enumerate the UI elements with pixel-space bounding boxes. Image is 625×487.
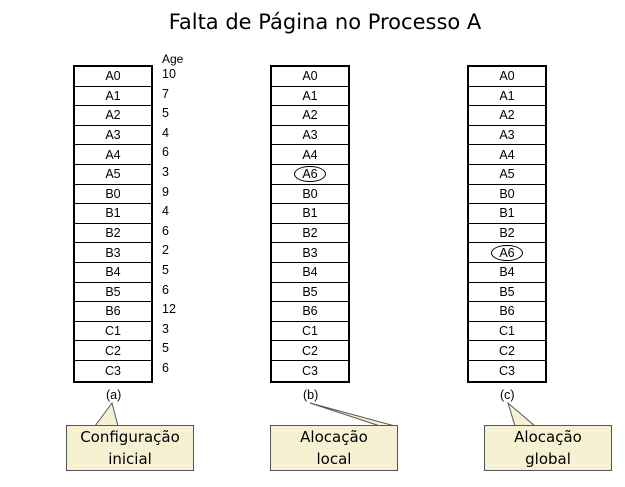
page-label: C2 bbox=[302, 343, 318, 358]
page-label: A3 bbox=[105, 128, 121, 143]
page-label: A4 bbox=[105, 147, 121, 162]
callout-pointer-c bbox=[508, 403, 535, 426]
page-label: A1 bbox=[302, 88, 318, 103]
age-value: 4 bbox=[162, 125, 169, 140]
page-label: A4 bbox=[499, 147, 515, 162]
page-label: B5 bbox=[105, 284, 121, 299]
page-label: C3 bbox=[499, 363, 515, 378]
page-label: B1 bbox=[302, 206, 318, 221]
callout-local-line2: local bbox=[316, 450, 352, 468]
page-label: A2 bbox=[499, 108, 515, 123]
page-label: A5 bbox=[499, 167, 515, 182]
diagram-title: Falta de Página no Processo A bbox=[168, 10, 482, 34]
new-page-circled: A6 bbox=[294, 166, 325, 182]
page-label: A1 bbox=[105, 88, 121, 103]
page-label: B4 bbox=[499, 265, 515, 280]
age-value: 5 bbox=[162, 341, 169, 356]
page-label: B6 bbox=[499, 304, 515, 319]
page-label: B0 bbox=[499, 186, 515, 201]
page-label: B5 bbox=[302, 284, 318, 299]
page-label: C3 bbox=[105, 363, 121, 378]
callout-local-line1: Alocação bbox=[300, 428, 368, 446]
age-value: 3 bbox=[162, 321, 169, 336]
page-label: A2 bbox=[302, 108, 318, 123]
age-value: 6 bbox=[162, 223, 169, 238]
age-header: Age bbox=[162, 52, 184, 66]
panel-label-c: (c) bbox=[500, 388, 515, 402]
callout-initial-line2: inicial bbox=[108, 450, 152, 468]
page-label: A3 bbox=[499, 128, 515, 143]
page-label: B1 bbox=[105, 206, 121, 221]
page-label: A3 bbox=[302, 128, 318, 143]
page-label: C2 bbox=[499, 343, 515, 358]
page-label: C3 bbox=[302, 363, 318, 378]
callout-global-line2: global bbox=[525, 450, 571, 468]
panel-label-a: (a) bbox=[106, 388, 122, 402]
age-value: 12 bbox=[162, 302, 176, 317]
panel-label-b: (b) bbox=[303, 388, 319, 402]
page-label: B4 bbox=[302, 265, 318, 280]
page-label: A0 bbox=[499, 69, 515, 84]
page-label: B0 bbox=[302, 186, 318, 201]
page-label: B6 bbox=[302, 304, 318, 319]
page-label: B2 bbox=[499, 226, 515, 241]
page-label: B0 bbox=[105, 186, 121, 201]
callout-pointer-a bbox=[95, 403, 118, 426]
callout-initial-line1: Configuração bbox=[80, 428, 180, 446]
page-label: A1 bbox=[499, 88, 515, 103]
page-label: B4 bbox=[105, 265, 121, 280]
page-label: C2 bbox=[105, 343, 121, 358]
page-label: C1 bbox=[105, 324, 121, 339]
callout-local bbox=[270, 425, 398, 471]
page-label: A0 bbox=[105, 69, 121, 84]
age-value: 5 bbox=[162, 106, 169, 121]
page-label: A2 bbox=[105, 108, 121, 123]
age-value: 6 bbox=[162, 145, 169, 160]
page-label: A5 bbox=[105, 167, 121, 182]
age-value: 10 bbox=[162, 67, 176, 81]
age-value: 6 bbox=[162, 360, 169, 375]
page-label: A4 bbox=[302, 147, 318, 162]
page-label: B3 bbox=[105, 245, 121, 260]
age-value: 3 bbox=[162, 164, 169, 179]
page-label: B2 bbox=[105, 226, 121, 241]
age-value: 2 bbox=[162, 243, 169, 258]
page-label: C1 bbox=[302, 324, 318, 339]
callout-initial bbox=[66, 425, 194, 471]
age-value: 7 bbox=[162, 86, 169, 101]
age-value: 9 bbox=[162, 184, 169, 199]
page-label: C1 bbox=[499, 324, 515, 339]
page-label: A0 bbox=[302, 69, 318, 84]
page-label: B5 bbox=[499, 284, 515, 299]
age-value: 5 bbox=[162, 262, 169, 277]
callout-global-line1: Alocação bbox=[514, 428, 582, 446]
callout-global bbox=[484, 425, 612, 471]
age-value: 4 bbox=[162, 204, 169, 219]
new-page-circled: A6 bbox=[491, 245, 522, 261]
age-value: 6 bbox=[162, 282, 169, 297]
page-label: B3 bbox=[302, 245, 318, 260]
page-label: B1 bbox=[499, 206, 515, 221]
callout-pointer-b bbox=[310, 403, 395, 426]
page-label: B2 bbox=[302, 226, 318, 241]
page-label: B6 bbox=[105, 304, 121, 319]
